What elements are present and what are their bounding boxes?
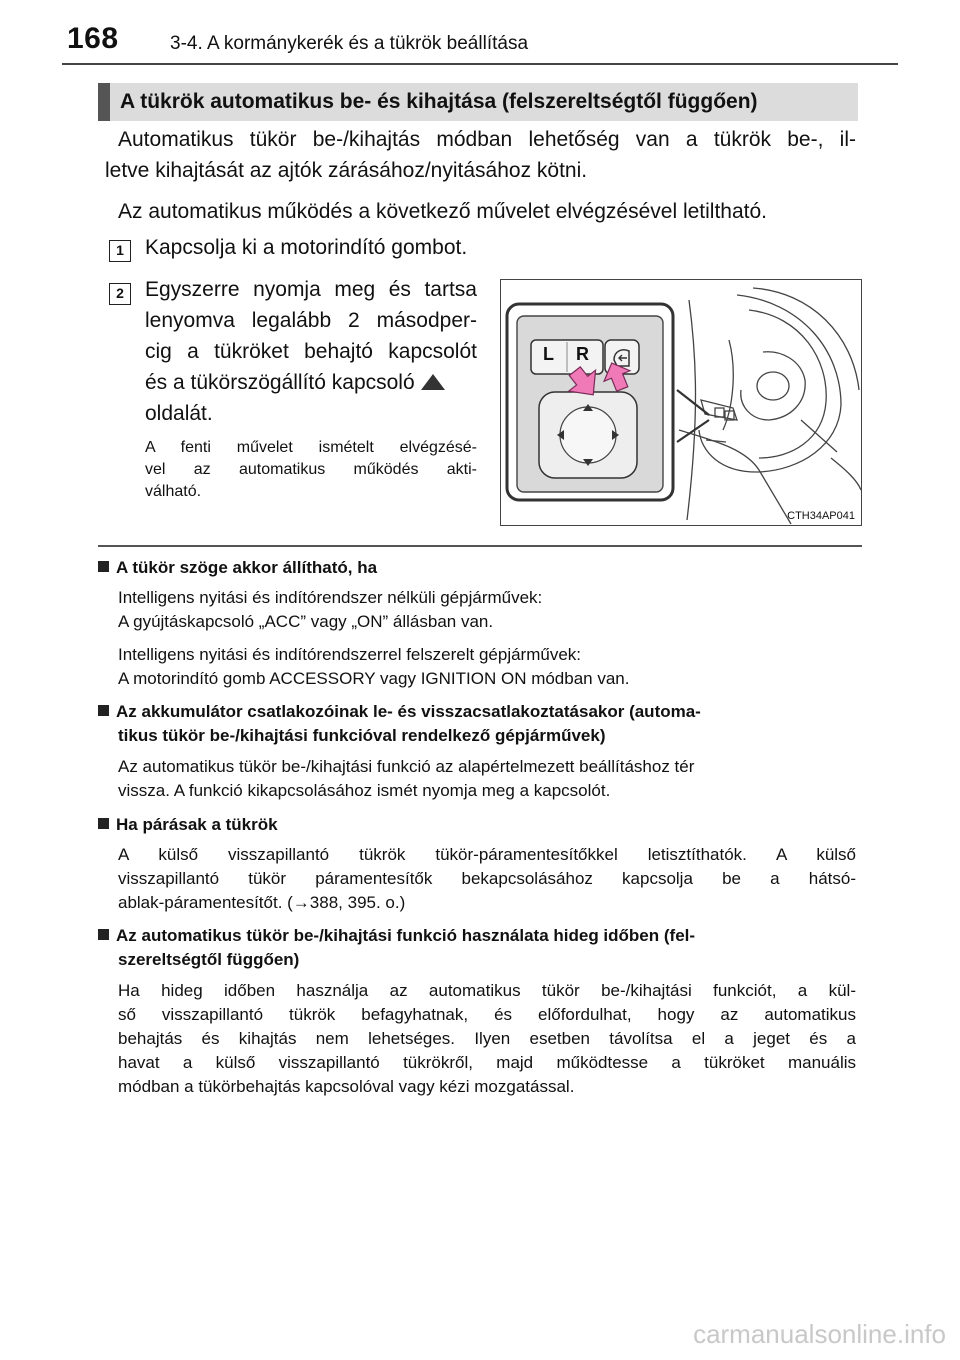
- info-heading-2: Ha párásak a tükrök: [98, 813, 860, 837]
- watermark: carmanualsonline.info: [693, 1319, 946, 1349]
- page-number: 168: [67, 22, 119, 55]
- step-badge-2: 2: [109, 283, 131, 305]
- section-title-bar: [98, 83, 858, 121]
- right-mirror-label: R: [576, 344, 589, 364]
- step-2-line-2: lenyomva legalább 2 másodper-: [145, 309, 477, 332]
- intro-line-2: letve kihajtását az ajtók zárásához/nyitásához kötni.: [105, 159, 588, 182]
- note-line-2: vel az automatikus működés akti-: [145, 461, 477, 478]
- info-3-para-0: Ha hideg időben használja az automatikus tükör be-/kihajtási funkciót, a kül- ső visszapillantó tükrök befagyhatnak, és előfordulhat, hogy az automatikus behajtás és kihajtás nem lehetséges. Ilyen esetben távolítsa el a jeget és a havat a külső visszapillantó tükrökről, majd működtesse a tükröket manuális módban a tükörbehajtás kapcsolóval vagy kézi mozgatással.: [118, 981, 856, 1096]
- info-1-para-0: Az automatikus tükör be-/kihajtási funkció az alapértelmezett beállításhoz tér vissza. A funkció kikapcsolásához ismét nyomja meg a kapcsolót.: [118, 757, 695, 800]
- step-2-line-1: Egyszerre nyomja meg és tartsa: [145, 278, 477, 301]
- info-heading-3: Az automatikus tükör be-/kihajtási funkció használata hideg időben (fel- szereltségtől függően): [98, 924, 860, 972]
- intro-line-1: Automatikus tükör be-/kihajtás módban lehetőség van a tükrök be-, il-: [118, 128, 856, 151]
- mirror-switch-figure: [500, 279, 862, 526]
- figure-code: CTH34AP041: [787, 510, 855, 522]
- section-divider: [98, 545, 862, 547]
- section-title: A tükrök automatikus be- és kihajtása (felszereltségtől függően): [120, 90, 758, 113]
- square-bullet-icon: [98, 705, 109, 716]
- step-2-line-5: oldalát.: [145, 402, 213, 425]
- chapter-title: 3-4. A kormánykerék és a tükrök beállítása: [170, 33, 529, 54]
- header-rule: [62, 63, 898, 65]
- page-header: [62, 18, 898, 66]
- disable-instruction: Az automatikus működés a következő művelet elvégzésével letiltható.: [118, 200, 768, 223]
- left-mirror-label: L: [543, 344, 554, 364]
- info-heading-1: Az akkumulátor csatlakozóinak le- és visszacsatlakoztatásakor (automa- tikus tükör be-/kihajtási funkcióval rendelkező gépjárművek): [98, 700, 860, 748]
- info-0-para-0: Intelligens nyitási és indítórendszer nélküli gépjárművek: A gyújtáskapcsoló „ACC” vagy „ON” állásban van.: [118, 588, 543, 631]
- up-triangle-icon: [421, 374, 445, 390]
- info-2-para-0: A külső visszapillantó tükrök tükör-páramentesítőkkel letisztíthatók. A külső visszapillantó tükör páramentesítők bekapcsolásához kapcsolja be a hátsó- ablak-páramentesítőt. (→388, 395. o.): [118, 845, 856, 912]
- square-bullet-icon: [98, 561, 109, 572]
- mirror-switch-illustration: [501, 280, 861, 525]
- note-line-3: válható.: [145, 483, 202, 500]
- info-0-para-1: Intelligens nyitási és indítórendszerrel felszerelt gépjárművek: A motorindító gomb ACCESSORY vagy IGNITION ON módban van.: [118, 645, 630, 688]
- square-bullet-icon: [98, 818, 109, 829]
- square-bullet-icon: [98, 929, 109, 940]
- step-2-line-4: és a tükörszögállító kapcsoló: [145, 371, 415, 394]
- repeat-note: [145, 437, 477, 503]
- note-line-1: A fenti művelet ismételt elvégzésé-: [145, 439, 477, 456]
- step-2-line-3: cig a tükröket behajtó kapcsolót: [145, 340, 477, 363]
- info-heading-0: A tükör szöge akkor állítható, ha: [98, 556, 860, 580]
- step-2-line-4-wrap: [145, 367, 485, 398]
- step-badge-1: 1: [109, 240, 131, 262]
- step-1-text: Kapcsolja ki a motorindító gombot.: [145, 236, 468, 259]
